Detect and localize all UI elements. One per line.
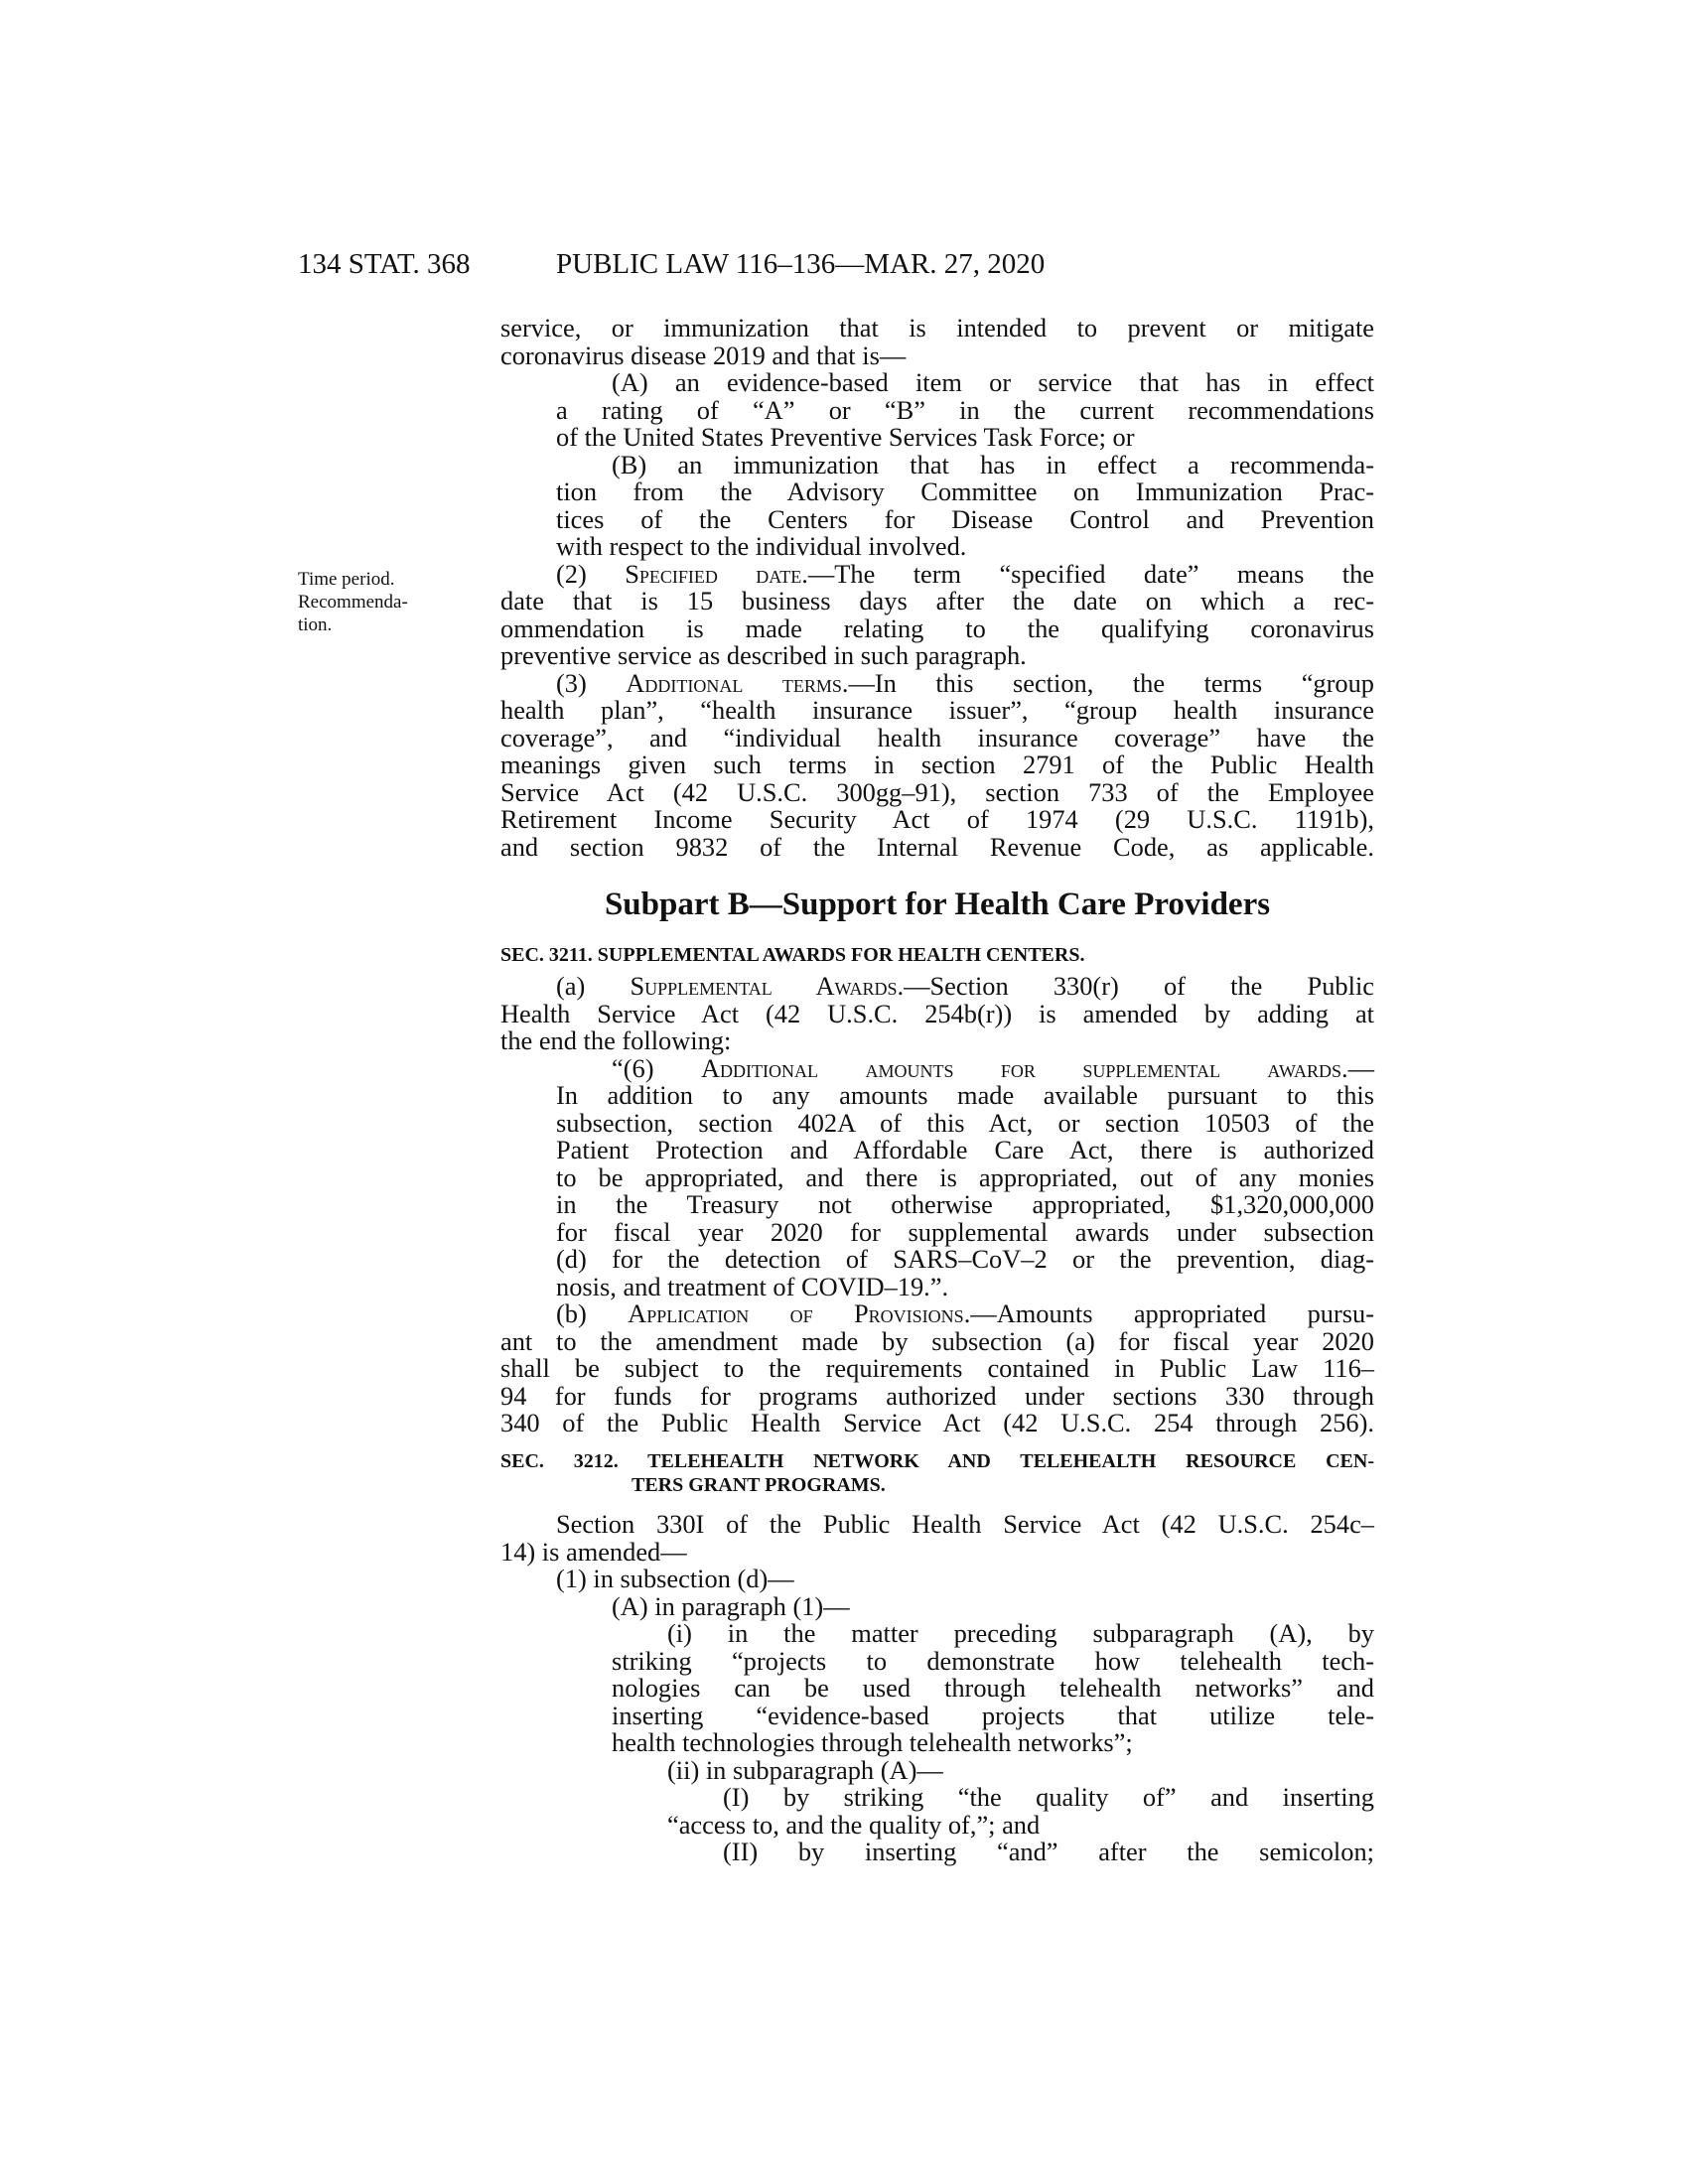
text-line: shall be subject to the requirements contained in Public Law 116–	[500, 1353, 1374, 1383]
subpart-heading: Subpart B—Support for Health Care Providers	[604, 887, 1271, 922]
text-line: health plan”, “health insurance issuer”, “group health insurance	[500, 695, 1374, 725]
text-line: a rating of “A” or “B” in the current recommendations	[556, 394, 1374, 425]
text-line: ant to the amendment made by subsection (a) for fiscal year 2020	[500, 1325, 1374, 1356]
margin-note-line: Time period.	[298, 569, 395, 590]
text-line: of the United States Preventive Services Task Force; or	[556, 422, 1135, 452]
definitions-block	[500, 315, 1374, 861]
section-heading-continued: TERS GRANT PROGRAMS.	[632, 1474, 886, 1496]
text-line: Patient Protection and Affordable Care Act, there is authorized	[556, 1135, 1374, 1164]
text-line: (d) for the detection of SARS–CoV–2 or the prevention, diag-	[556, 1244, 1374, 1274]
section-3212	[500, 1449, 1374, 1866]
subsection-heading: Application of Provisions	[628, 1298, 964, 1328]
paragraph-number: “(6)	[612, 1052, 654, 1083]
text-line: nosis, and treatment of COVID–19.”.	[556, 1271, 949, 1301]
text-line: the end the following:	[500, 1025, 732, 1055]
text-line: preventive service as described in such paragraph.	[500, 640, 1027, 670]
section-3211	[500, 943, 1374, 1437]
paragraph-number: (2)	[556, 558, 587, 589]
subsection-number: (b)	[556, 1298, 587, 1328]
section-heading: SEC. 3211. SUPPLEMENTAL AWARDS FOR HEALTH CENTERS.	[500, 944, 1085, 966]
text-line: (B) an immunization that has in effect a recommenda-	[612, 449, 1374, 479]
text-line: in the Treasury not otherwise appropriated, $1,320,000,000	[556, 1189, 1374, 1219]
subsection-a	[500, 973, 1374, 1001]
text-line: for fiscal year 2020 for supplemental awards under subsection	[556, 1216, 1374, 1247]
text-line: 94 for funds for programs authorized under sections 330 through	[500, 1380, 1374, 1411]
subsection-text: .—Section 330(r) of the Public	[897, 971, 1374, 1001]
paragraph-heading: Specified date	[625, 558, 802, 589]
page-running-title: PUBLIC LAW 116–136—MAR. 27, 2020	[556, 248, 1046, 280]
text-line: and section 9832 of the Internal Revenue Code, as applicable.	[500, 831, 1374, 862]
margin-note-line: Recommenda-	[298, 592, 408, 613]
text-line: (A) in paragraph (1)—	[612, 1590, 850, 1621]
paragraph-heading: Additional amounts for supplemental awards	[700, 1052, 1341, 1083]
text-line: Health Service Act (42 U.S.C. 254b(r)) is amended by adding at	[500, 998, 1374, 1028]
text-line: Service Act (42 U.S.C. 300gg–91), section 733 of the Employee	[500, 776, 1374, 807]
text-line: to be appropriated, and there is appropriated, out of any monies	[556, 1161, 1374, 1192]
text-line: (i) in the matter preceding subparagraph (A), by	[667, 1618, 1374, 1648]
text-line: subsection, section 402A of this Act, or section 10503 of the	[556, 1107, 1374, 1138]
text-line: inserting “evidence-based projects that utilize tele-	[612, 1700, 1374, 1730]
text-line: coverage”, and “individual health insurance coverage” have the	[500, 722, 1374, 752]
section-heading: SEC. 3212. TELEHEALTH NETWORK AND TELEHEALTH RESOURCE CEN-	[500, 1450, 1374, 1472]
text-line: coronavirus disease 2019 and that is—	[500, 340, 907, 370]
paragraph-heading: Additional terms	[626, 667, 842, 698]
text-line: Retirement Income Security Act of 1974 (29 U.S.C. 1191b),	[500, 804, 1374, 834]
additional-terms-paragraph	[500, 667, 1374, 698]
text-line: meanings given such terms in section 2791 of the Public Health	[500, 750, 1374, 779]
text-line: Section 330I of the Public Health Service Act (42 U.S.C. 254c–	[556, 1509, 1374, 1539]
text-line: date that is 15 business days after the date on which a rec-	[500, 586, 1374, 615]
paragraph-text: .—In this section, the terms “group	[841, 667, 1374, 698]
text-line: ommendation is made relating to the qualifying coronavirus	[500, 613, 1374, 643]
text-line: (ii) in subparagraph (A)—	[667, 1754, 943, 1785]
paragraph-number: (3)	[556, 667, 587, 698]
text-line: (A) an evidence-based item or service that has in effect	[612, 367, 1374, 397]
margin-note-line: tion.	[298, 614, 333, 635]
paragraph-text: .—	[1341, 1052, 1374, 1083]
margin-note	[298, 568, 447, 636]
text-line: (I) by striking “the quality of” and inserting	[723, 1782, 1374, 1812]
text-line: 340 of the Public Health Service Act (42 U.S.C. 254 through 256).	[500, 1408, 1374, 1437]
text-line: “access to, and the quality of,”; and	[667, 1809, 1041, 1840]
text-line: service, or immunization that is intended to prevent or mitigate	[500, 313, 1374, 342]
text-line: In addition to any amounts made available pursuant to this	[556, 1080, 1374, 1110]
page-stat-citation: 134 STAT. 368	[298, 248, 471, 280]
subsection-heading: Supplemental Awards	[630, 971, 898, 1001]
subsection-text: .—Amounts appropriated pursu-	[963, 1298, 1375, 1328]
subsection-number: (a)	[556, 971, 586, 1001]
text-line: striking “projects to demonstrate how telehealth tech-	[612, 1645, 1374, 1676]
text-line: health technologies through telehealth networks”;	[612, 1727, 1133, 1757]
paragraph-text: .—The term “specified date” means the	[801, 558, 1374, 589]
subsection-b	[500, 1300, 1374, 1328]
text-line: (II) by inserting “and” after the semicolon;	[723, 1837, 1374, 1866]
text-line: 14) is amended—	[500, 1536, 687, 1567]
text-line: tion from the Advisory Committee on Immunization Prac-	[556, 477, 1374, 506]
text-line: with respect to the individual involved.	[556, 531, 967, 561]
text-line: tices of the Centers for Disease Control and Prevention	[556, 503, 1374, 534]
text-line: (1) in subsection (d)—	[556, 1564, 794, 1593]
paragraph-6	[500, 1052, 1374, 1083]
specified-date-paragraph	[500, 558, 1374, 589]
text-line: nologies can be used through telehealth networks” and	[612, 1673, 1374, 1703]
